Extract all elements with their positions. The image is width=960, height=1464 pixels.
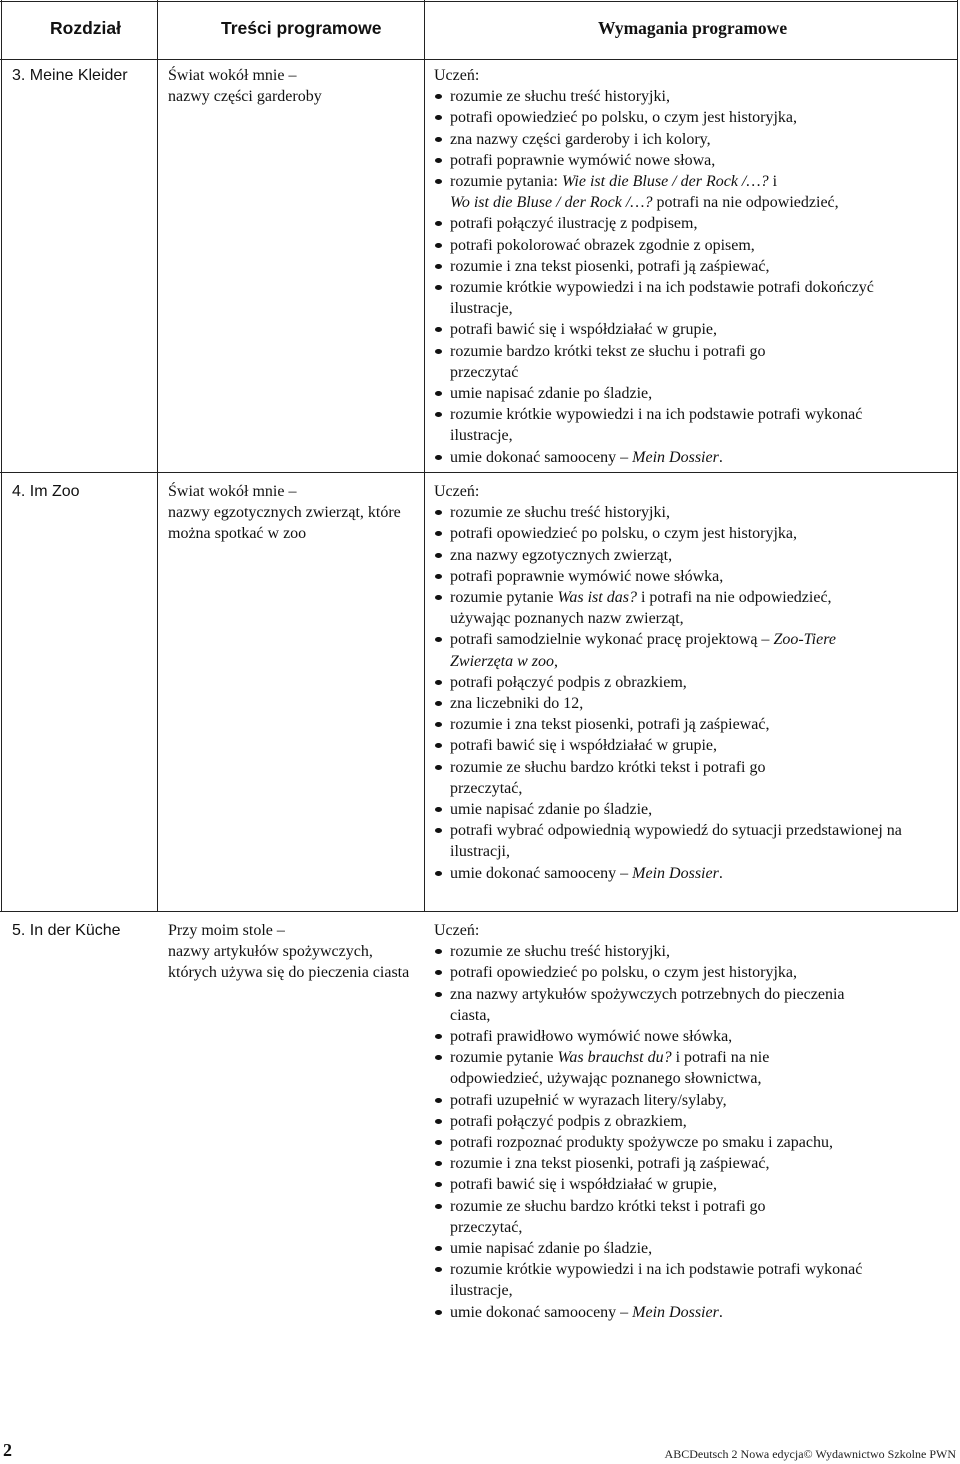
- topic-cell: [168, 65, 418, 107]
- item-text: potrafi poprawnie wymówić nowe słówka,: [450, 567, 724, 585]
- topic-description: nazwy części garderoby: [168, 88, 322, 106]
- row-divider-1: [0, 472, 958, 473]
- item-text: potrafi połączyć podpis z obrazkiem,: [450, 673, 687, 691]
- requirements-list: [434, 941, 954, 1323]
- list-item: [434, 235, 954, 256]
- item-text: rozumie pytania:: [450, 173, 562, 191]
- item-emphasis: Mein Dossier: [632, 1303, 719, 1321]
- topic-description: nazwy artykułów spożywczych, których używa się do pieczenia ciasta: [168, 943, 410, 982]
- item-text: potrafi poprawnie wymówić nowe słowa,: [450, 151, 716, 169]
- list-item: [434, 545, 954, 566]
- item-emphasis: Wie ist die Bluse / der Rock /…?: [561, 173, 769, 191]
- column-header-chapter: Rozdział: [50, 18, 121, 38]
- list-item: [434, 863, 954, 884]
- item-text: potrafi prawidłowo wymówić nowe słówka,: [450, 1028, 733, 1046]
- list-item: [434, 341, 954, 362]
- column-header-content: Treści programowe: [221, 18, 382, 38]
- item-text: rozumie ze słuchu treść historyjki,: [450, 88, 670, 106]
- item-text: ilustracji,: [450, 843, 510, 861]
- list-item: [434, 962, 954, 983]
- table-border-top: [0, 1, 958, 2]
- list-item-continuation: [434, 841, 954, 862]
- list-item: [434, 129, 954, 150]
- item-text: potrafi samodzielnie wykonać pracę projektową –: [450, 631, 774, 649]
- list-item: [434, 672, 954, 693]
- list-item: [434, 1153, 954, 1174]
- list-item: [434, 1090, 954, 1111]
- item-text-after: .: [718, 448, 723, 466]
- column-divider-2: [424, 0, 425, 912]
- topic-cell: [168, 920, 418, 984]
- item-text: rozumie krótkie wypowiedzi i na ich podstawie potrafi wykonać: [450, 406, 863, 424]
- item-text-after: potrafi na nie odpowiedzieć,: [652, 194, 839, 212]
- item-text-after: i potrafi na nie odpowiedzieć,: [636, 589, 832, 607]
- item-text: ciasta,: [450, 1006, 491, 1024]
- item-text: potrafi pokolorować obrazek zgodnie z opisem,: [450, 236, 755, 254]
- item-emphasis: Was brauchst du?: [557, 1049, 672, 1067]
- topic-cell: [168, 481, 418, 545]
- item-text-after: .: [718, 864, 723, 882]
- item-text-after: i potrafi na nie: [671, 1049, 770, 1067]
- item-text: ilustracje,: [450, 1282, 513, 1300]
- list-item-continuation: [434, 298, 954, 319]
- item-text: potrafi bawić się i współdziałać w grupie,: [450, 321, 718, 339]
- item-emphasis: Was ist das?: [557, 589, 637, 607]
- list-item: [434, 1132, 954, 1153]
- student-label: Uczeń:: [434, 67, 480, 84]
- requirements-cell: [434, 481, 954, 884]
- list-item: [434, 404, 954, 425]
- item-text: potrafi bawić się i współdziałać w grupie,: [450, 737, 718, 755]
- topic-description: nazwy egzotycznych zwierząt, które można spotkać w zoo: [168, 504, 401, 543]
- list-item: [434, 256, 954, 277]
- topic-title: Przy moim stole –: [168, 922, 285, 939]
- list-item: [434, 447, 954, 468]
- item-text: potrafi połączyć ilustrację z podpisem,: [450, 215, 698, 233]
- list-item: [434, 799, 954, 820]
- item-text: zna nazwy części garderoby i ich kolory,: [450, 130, 711, 148]
- list-item-continuation: [434, 608, 954, 629]
- list-item-continuation: [434, 362, 954, 383]
- list-item-continuation: [434, 778, 954, 799]
- item-text: potrafi wybrać odpowiednią wypowiedź do sytuacji przedstawionej na: [450, 822, 902, 840]
- item-text: potrafi rozpoznać produkty spożywcze po smaku i zapachu,: [450, 1134, 833, 1152]
- requirements-list: [434, 502, 954, 884]
- list-item-continuation: [434, 425, 954, 446]
- list-item: [434, 629, 954, 650]
- item-text: odpowiedzieć, używając poznanego słownictwa,: [450, 1070, 762, 1088]
- page-number: 2: [3, 1440, 12, 1460]
- list-item: [434, 1047, 954, 1068]
- item-text: potrafi opowiedzieć po polsku, o czym jest historyjka,: [450, 964, 798, 982]
- list-item: [434, 1259, 954, 1280]
- list-item: [434, 1174, 954, 1195]
- item-text: umie napisać zdanie po śladzie,: [450, 385, 653, 403]
- list-item-continuation: [434, 1005, 954, 1026]
- item-text: zna liczebniki do 12,: [450, 695, 584, 713]
- item-text: używając poznanych nazw zwierząt,: [450, 610, 684, 628]
- requirements-cell: [434, 65, 954, 468]
- list-item-continuation: [434, 192, 954, 213]
- chapter-cell: 4. Im Zoo: [12, 483, 80, 500]
- item-text-after: ,: [554, 652, 559, 670]
- list-item: [434, 523, 954, 544]
- item-text: umie dokonać samooceny –: [450, 864, 633, 882]
- list-item: [434, 693, 954, 714]
- list-item: [434, 277, 954, 298]
- list-item: [434, 714, 954, 735]
- item-text: potrafi uzupełnić w wyrazach litery/sylaby,: [450, 1091, 727, 1109]
- student-label: Uczeń:: [434, 483, 480, 500]
- list-item-continuation: [434, 1280, 954, 1301]
- item-emphasis: Mein Dossier: [632, 448, 719, 466]
- chapter-cell: 5. In der Küche: [12, 922, 121, 939]
- list-item: [434, 735, 954, 756]
- item-text: potrafi połączyć podpis z obrazkiem,: [450, 1112, 687, 1130]
- item-text-after: i: [768, 173, 778, 191]
- topic-title: Świat wokół mnie –: [168, 483, 297, 500]
- list-item: [434, 150, 954, 171]
- list-item: [434, 213, 954, 234]
- item-text: ilustracje,: [450, 300, 513, 318]
- item-text: ilustracje,: [450, 427, 513, 445]
- list-item: [434, 757, 954, 778]
- table-border-left: [1, 0, 2, 912]
- item-text: zna nazwy egzotycznych zwierząt,: [450, 546, 673, 564]
- list-item: [434, 941, 954, 962]
- item-emphasis: Zwierzęta w zoo: [450, 652, 555, 670]
- list-item: [434, 171, 954, 192]
- item-text: rozumie i zna tekst piosenki, potrafi ją zaśpiewać,: [450, 257, 770, 275]
- item-text: rozumie krótkie wypowiedzi i na ich podstawie potrafi wykonać: [450, 1261, 863, 1279]
- list-item: [434, 1026, 954, 1047]
- list-item: [434, 319, 954, 340]
- topic-title: Świat wokół mnie –: [168, 67, 297, 84]
- item-text: rozumie pytanie: [450, 589, 558, 607]
- column-divider-1: [157, 0, 158, 912]
- list-item: [434, 1302, 954, 1323]
- item-text: rozumie i zna tekst piosenki, potrafi ją zaśpiewać,: [450, 1155, 770, 1173]
- item-text: potrafi bawić się i współdziałać w grupie,: [450, 1176, 718, 1194]
- item-text: rozumie bardzo krótki tekst ze słuchu i potrafi go: [450, 342, 766, 360]
- item-text: przeczytać,: [450, 779, 523, 797]
- item-text: rozumie ze słuchu treść historyjki,: [450, 943, 670, 961]
- list-item: [434, 984, 954, 1005]
- item-text: umie dokonać samooceny –: [450, 1303, 633, 1321]
- item-text: rozumie krótkie wypowiedzi i na ich podstawie potrafi dokończyć: [450, 279, 874, 297]
- list-item: [434, 820, 954, 841]
- item-emphasis: Zoo-Tiere: [773, 631, 836, 649]
- publisher-credit: ABCDeutsch 2 Nowa edycja© Wydawnictwo Szkolne PWN: [664, 1447, 956, 1461]
- item-text: umie napisać zdanie po śladzie,: [450, 1240, 653, 1258]
- list-item: [434, 1111, 954, 1132]
- item-text: przeczytać,: [450, 1218, 523, 1236]
- item-text: rozumie ze słuchu bardzo krótki tekst i potrafi go: [450, 758, 766, 776]
- row-divider-2: [0, 911, 958, 912]
- item-text: rozumie i zna tekst piosenki, potrafi ją zaśpiewać,: [450, 716, 770, 734]
- item-emphasis: Wo ist die Bluse / der Rock /…?: [450, 194, 653, 212]
- list-item: [434, 383, 954, 404]
- item-text-after: .: [718, 1303, 723, 1321]
- item-text: przeczytać: [450, 363, 519, 381]
- student-label: Uczeń:: [434, 922, 480, 939]
- item-text: rozumie ze słuchu bardzo krótki tekst i potrafi go: [450, 1197, 766, 1215]
- requirements-cell: [434, 920, 954, 1323]
- list-item: [434, 566, 954, 587]
- item-text: umie napisać zdanie po śladzie,: [450, 801, 653, 819]
- table-border-right: [957, 0, 958, 912]
- column-header-requirements: Wymagania programowe: [598, 18, 788, 38]
- header-divider: [0, 59, 958, 60]
- requirements-list: [434, 86, 954, 468]
- list-item: [434, 587, 954, 608]
- item-text: rozumie ze słuchu treść historyjki,: [450, 504, 670, 522]
- item-text: zna nazwy artykułów spożywczych potrzebnych do pieczenia: [450, 985, 845, 1003]
- list-item: [434, 1238, 954, 1259]
- list-item: [434, 86, 954, 107]
- list-item-continuation: [434, 651, 954, 672]
- chapter-cell: 3. Meine Kleider: [12, 67, 128, 84]
- list-item: [434, 107, 954, 128]
- item-text: rozumie pytanie: [450, 1049, 558, 1067]
- list-item-continuation: [434, 1068, 954, 1089]
- list-item: [434, 1196, 954, 1217]
- list-item: [434, 502, 954, 523]
- item-text: potrafi opowiedzieć po polsku, o czym jest historyjka,: [450, 525, 798, 543]
- item-text: potrafi opowiedzieć po polsku, o czym jest historyjka,: [450, 109, 798, 127]
- item-text: umie dokonać samooceny –: [450, 448, 633, 466]
- item-emphasis: Mein Dossier: [632, 864, 719, 882]
- list-item-continuation: [434, 1217, 954, 1238]
